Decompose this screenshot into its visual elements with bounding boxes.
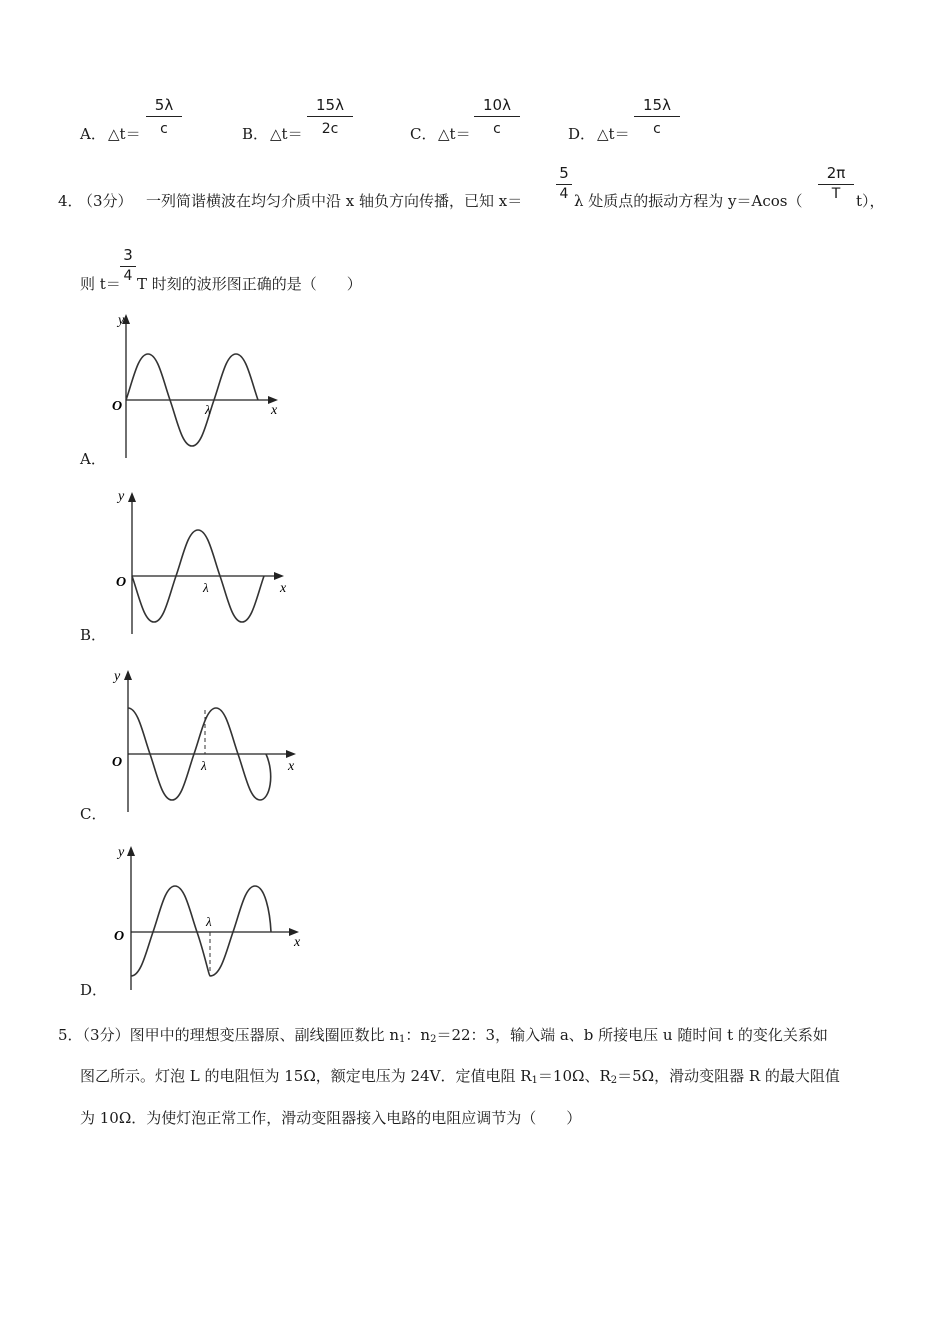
q5-line1-b: ：n [405, 1026, 431, 1044]
q5-score: （3分） [82, 1026, 130, 1044]
q4-t-frac-bar [120, 266, 136, 267]
q4-t-frac-denominator: 4 [123, 268, 133, 284]
q4-option-d-origin-label: O [114, 929, 125, 944]
q4-option-d-label: D． [80, 981, 108, 999]
q3-option-c-numerator: 10λ [483, 96, 511, 114]
q3-option-b-label: B． [242, 125, 269, 143]
q3-option-d-prefix: △t＝ [597, 125, 630, 143]
q4-option-b-label: B． [80, 626, 107, 644]
q4-omega-denominator: T [831, 186, 841, 202]
q4-option-d-lambda-label: λ [206, 914, 212, 929]
q5-line-2 [80, 1069, 840, 1088]
q4-option-a-graph [100, 308, 300, 468]
q4-x-frac-denominator: 4 [559, 186, 569, 202]
q5-line2-b: ＝10Ω、R [537, 1067, 611, 1085]
q5-line-3: 为 10Ω．为使灯泡正常工作，滑动变阻器接入电路的电阻应调节为（ ） [80, 1109, 582, 1127]
q5-line-1 [58, 1028, 828, 1047]
q4-option-c-label: C． [80, 805, 107, 823]
q3-option-c-fraction-bar [474, 116, 520, 117]
q4-x-frac-numerator: 5 [559, 164, 569, 182]
q3-option-a-label: A． [80, 125, 106, 143]
q4-option-d-wave [131, 886, 271, 976]
q4-omega-bar [818, 184, 854, 185]
q3-option-a-prefix: △t＝ [108, 125, 141, 143]
q3-option-d-label: D． [568, 125, 596, 143]
q3-option-d-denominator: c [653, 121, 661, 137]
q5-sub-r2: 2 [610, 1075, 618, 1086]
q5-sub-r1: 1 [531, 1075, 538, 1086]
q4-option-a-label: A． [80, 450, 106, 468]
q3-option-c-prefix: △t＝ [438, 125, 471, 143]
q3-option-b-denominator: 2c [321, 121, 339, 137]
q4-score: （3分） [78, 192, 133, 210]
q3-option-d-fraction-bar [634, 116, 680, 117]
q4-option-c-y-label: y [114, 669, 121, 684]
q4-text-part2: λ 处质点的振动方程为 y＝Acos（ [574, 192, 803, 210]
q4-text-part1: 一列简谐横波在均匀介质中沿 x 轴负方向传播，已知 x＝ [146, 192, 523, 210]
q3-option-a-fraction-bar [146, 116, 182, 117]
q4-line2-suffix: T 时刻的波形图正确的是（ ） [137, 275, 362, 293]
q4-option-b-graph [100, 484, 300, 644]
q4-option-b-y-label: y [118, 489, 125, 504]
q3-option-a-denominator: c [160, 121, 168, 137]
q5-line2-c: ＝5Ω，滑动变阻器 R 的最大阻值 [617, 1067, 840, 1085]
q5-sub-n1: 1 [399, 1034, 406, 1045]
q4-number: 4． [58, 192, 83, 210]
q4-line2-prefix: 则 t＝ [80, 275, 121, 293]
q3-option-b-numerator: 15λ [316, 96, 344, 114]
q3-option-d-numerator: 15λ [643, 96, 671, 114]
q4-option-d-graph [100, 840, 315, 1000]
q4-text-part3: t）， [856, 192, 885, 210]
q4-option-a-lambda-label: λ [205, 402, 211, 417]
q3-option-c-denominator: c [493, 121, 501, 137]
q4-option-c-lambda-label: λ [201, 758, 207, 773]
q5-sub-n2: 2 [430, 1034, 437, 1045]
q4-option-a-origin-label: O [112, 399, 123, 414]
q5-number: 5． [58, 1026, 83, 1044]
q5-line1-c: ＝22：3，输入端 a、b 所接电压 u 随时间 t 的变化关系如 [436, 1026, 828, 1044]
q4-option-d-y-label: y [118, 845, 125, 860]
q4-option-c-origin-label: O [112, 755, 123, 770]
q3-option-a-numerator: 5λ [154, 96, 174, 114]
q5-line2-a: 图乙所示。灯泡 L 的电阻恒为 15Ω，额定电压为 24V．定值电阻 R [80, 1067, 532, 1085]
q4-option-b-origin-label: O [116, 575, 127, 590]
q4-option-b-lambda-label: λ [203, 580, 209, 595]
q4-omega-numerator: 2π [826, 164, 846, 182]
q4-t-frac-numerator: 3 [123, 246, 133, 264]
q4-x-frac-bar [556, 184, 572, 185]
q3-option-b-prefix: △t＝ [270, 125, 303, 143]
q3-option-b-fraction-bar [307, 116, 353, 117]
q4-option-a-x-label: x [271, 403, 278, 418]
q5-line1-a: 图甲中的理想变压器原、副线圈匝数比 n [129, 1026, 400, 1044]
q4-option-a-y-label: y [118, 313, 125, 328]
q4-option-c-x-label: x [288, 759, 295, 774]
q4-option-c-graph [100, 662, 310, 822]
q3-option-c-label: C． [410, 125, 437, 143]
q4-option-b-x-label: x [280, 581, 287, 596]
q4-option-d-x-label: x [294, 935, 301, 950]
